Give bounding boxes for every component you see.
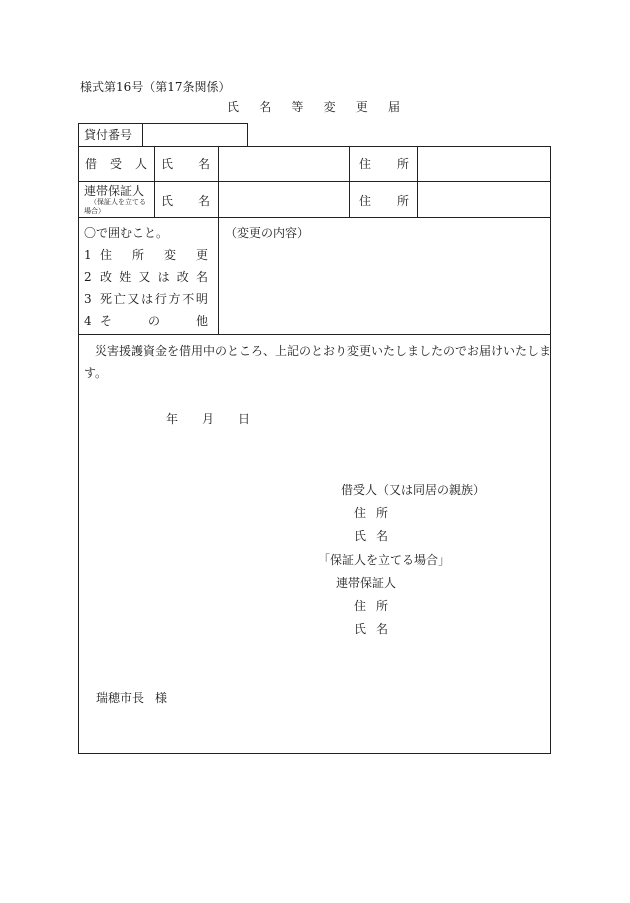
statement-line2: す。 <box>84 366 108 380</box>
statement-line1: 災害援護資金を借用中のところ、上記のとおり変更いたしましたのでお届けいたしま <box>95 344 552 358</box>
guarantor-note-line2: 場合） <box>84 207 105 215</box>
signature-address-label: 住 所 <box>354 506 388 520</box>
signature-borrower-heading: 借受人（又は同居の親族） <box>341 483 486 497</box>
signature-guarantor-address-label: 住 所 <box>354 599 388 613</box>
change-option-label: そ の 他 <box>100 314 208 328</box>
change-option-label: 住 所 変 更 <box>100 248 208 262</box>
borrower-name-label: 氏 名 <box>161 157 210 171</box>
change-option-label: 改 姓 又 は 改 名 <box>100 270 208 284</box>
change-instruction: 〇で囲むこと。 <box>84 226 169 240</box>
signature-guarantor-heading: 連帯保証人 <box>336 576 397 590</box>
change-option-number: 3 <box>84 292 92 306</box>
signature-guarantor-name-label: 氏 名 <box>354 622 388 636</box>
change-option-number: 2 <box>84 270 92 284</box>
guarantor-address-label: 住 所 <box>359 194 409 208</box>
change-option-label: 死 亡 又 は 行 方 不 明 <box>100 292 208 306</box>
change-option[interactable] <box>84 270 208 284</box>
guarantor-label: 連帯保証人 <box>84 184 145 198</box>
guarantor-note-line1: （保証人を立てる <box>90 198 146 206</box>
form-number: 様式第16号（第17条関係） <box>80 80 231 94</box>
loan-number-label: 貸付番号 <box>84 128 133 142</box>
signature-guarantor-case: 「保証人を立てる場合」 <box>318 553 451 567</box>
borrower-label: 借 受 人 <box>85 157 147 171</box>
addressee-honorific: 様 <box>155 691 168 705</box>
change-option[interactable] <box>84 292 208 306</box>
change-option[interactable] <box>84 314 208 328</box>
addressee-label: 瑞穂市長 <box>96 691 145 705</box>
date-day: 日 <box>238 412 251 426</box>
change-option[interactable] <box>84 248 208 262</box>
borrower-address-label: 住 所 <box>359 157 409 171</box>
date-month: 月 <box>202 412 215 426</box>
change-content-field[interactable] <box>222 244 547 330</box>
form-title: 氏 名 等 変 更 届 <box>227 100 400 114</box>
guarantor-name-label: 氏 名 <box>161 194 210 208</box>
change-option-number: 1 <box>84 248 92 262</box>
date-year: 年 <box>166 412 179 426</box>
signature-name-label: 氏 名 <box>354 529 388 543</box>
change-content-label: （変更の内容） <box>225 226 310 240</box>
change-option-number: 4 <box>84 314 92 328</box>
